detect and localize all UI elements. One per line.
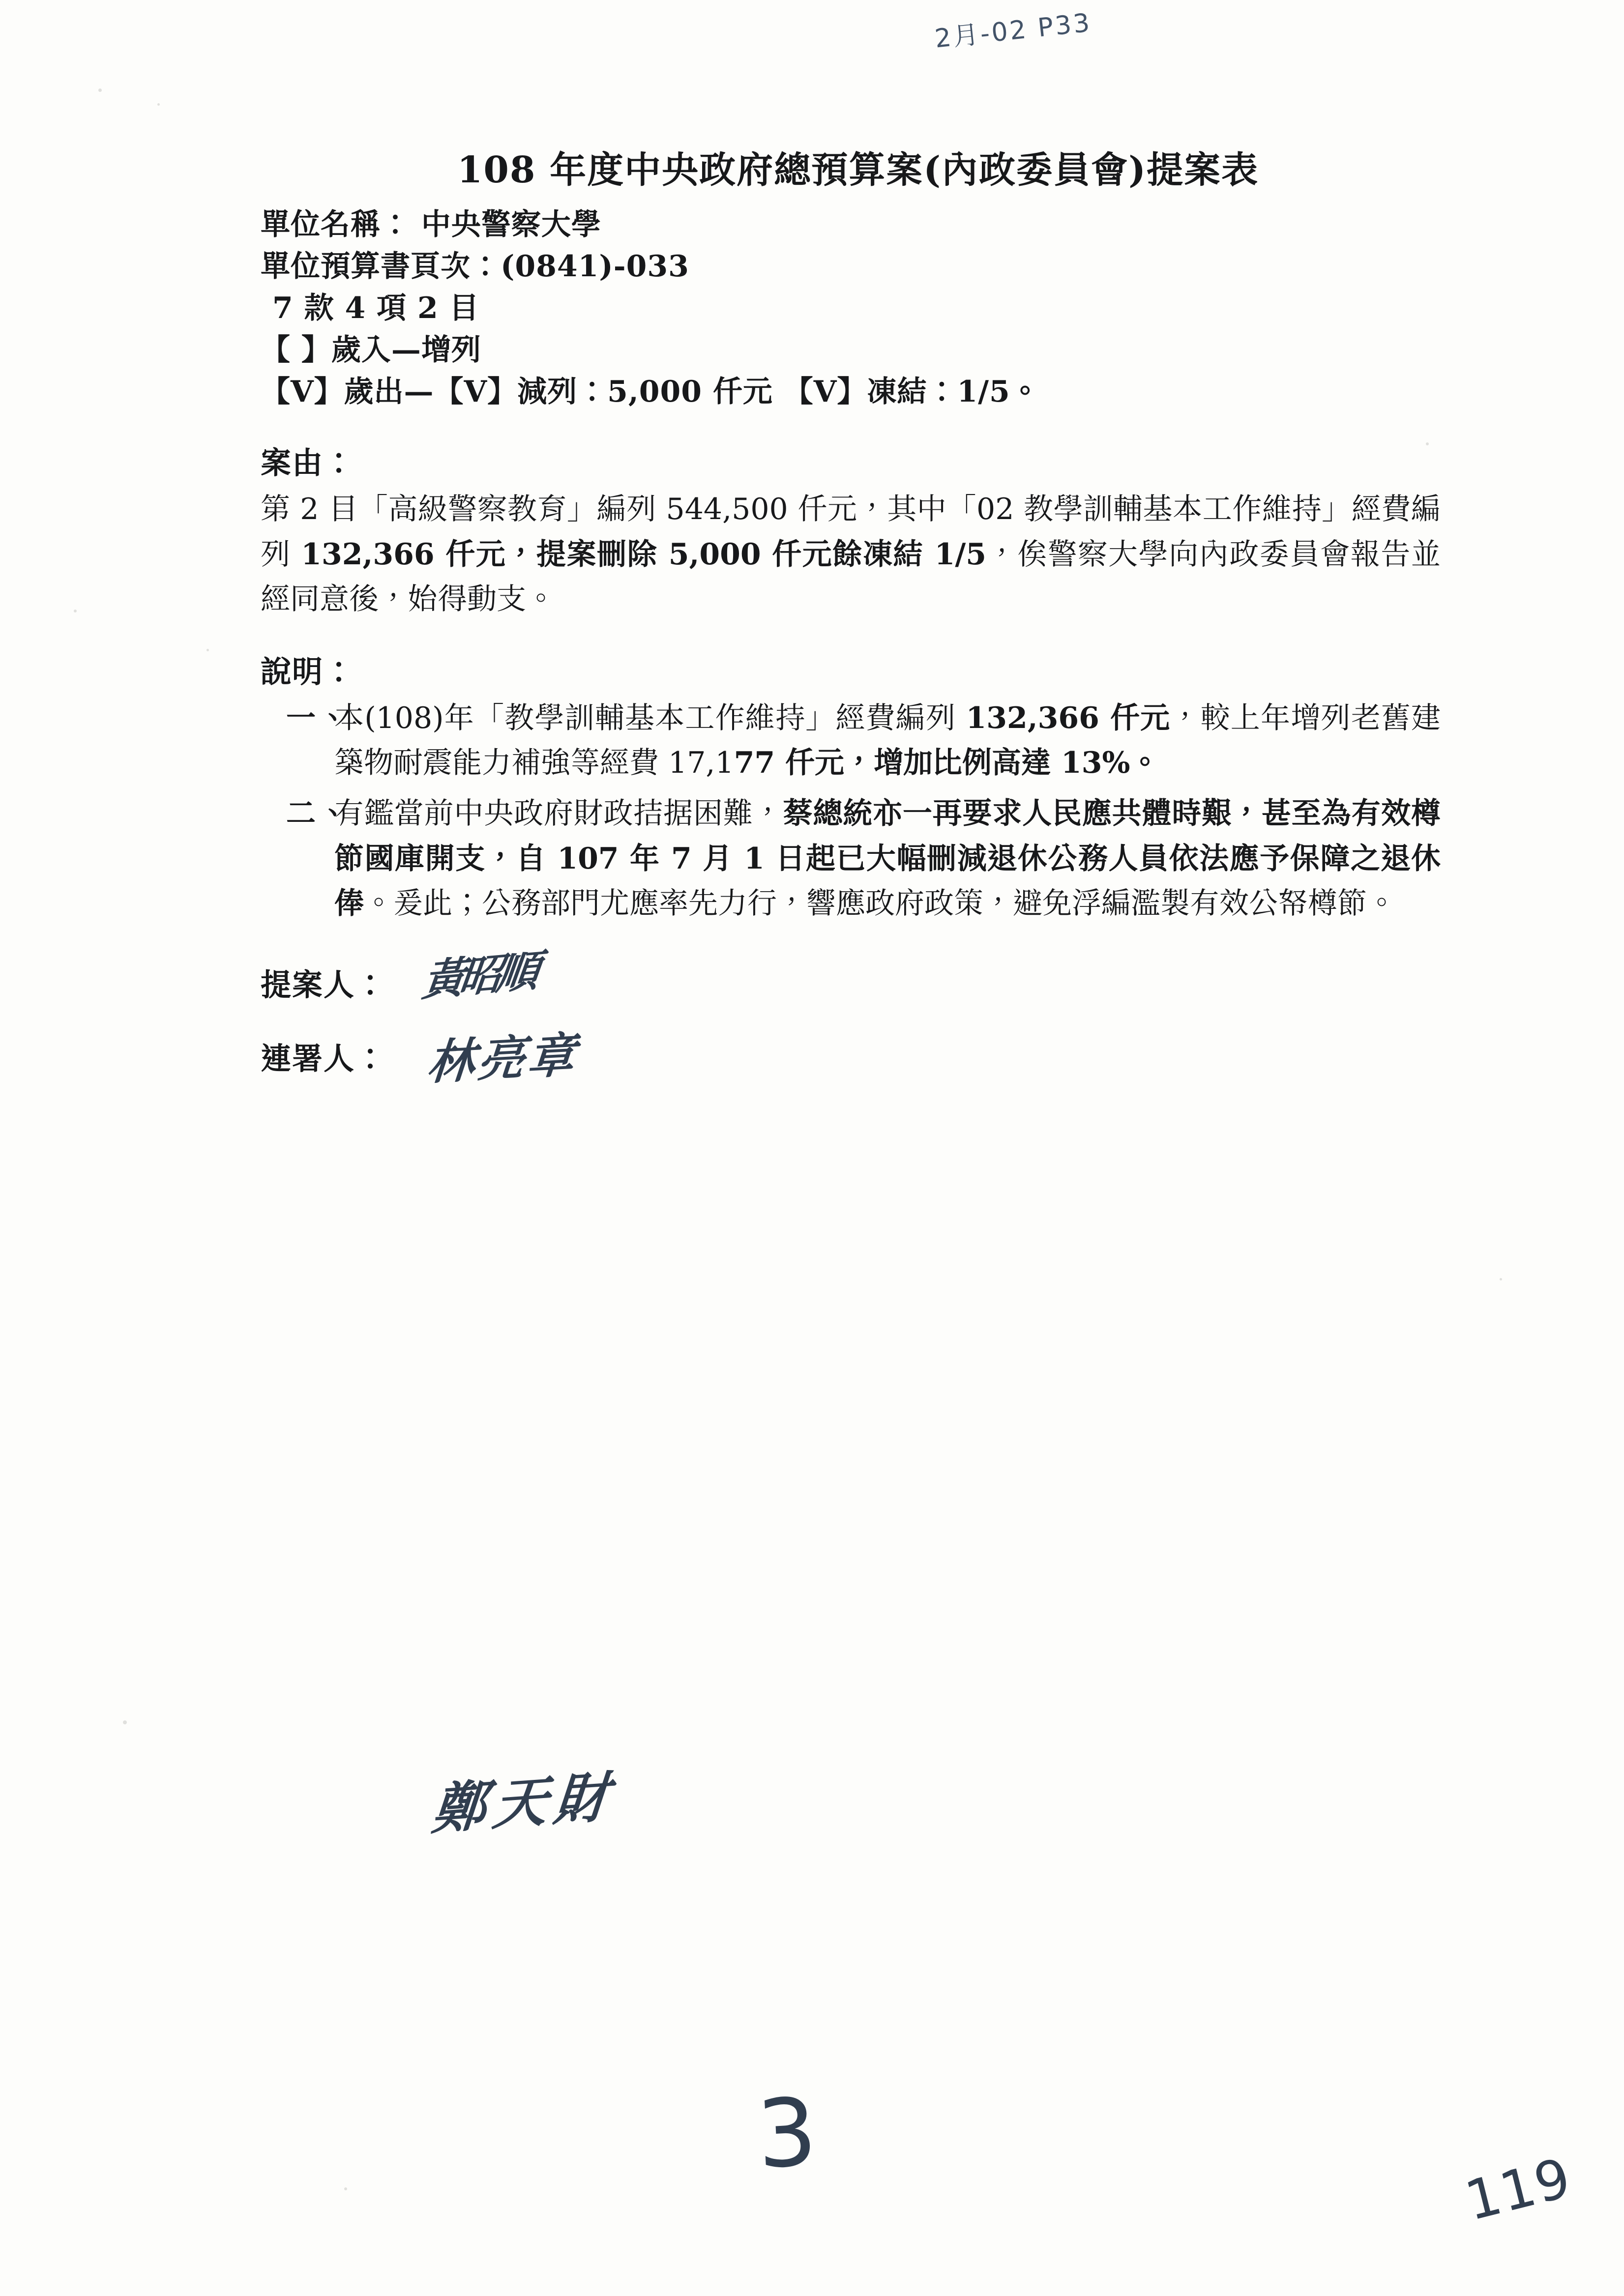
list-marker-1: 一、 — [286, 701, 351, 735]
reason-paragraph — [261, 487, 1441, 622]
cosigner-row — [261, 1027, 1441, 1104]
list-item — [261, 791, 1441, 926]
explanation-heading: 說明： — [261, 654, 355, 690]
cosigner-signature-2: 鄭天財 — [430, 1765, 618, 1841]
explanation-2-text-1: 有鑑當前中央政府財政拮据困難， — [334, 796, 783, 831]
scan-speck — [207, 649, 209, 651]
list-body-2 — [334, 791, 1441, 926]
scan-speck — [98, 88, 102, 92]
scan-speck — [74, 610, 77, 612]
reason-section — [261, 438, 1441, 622]
handwritten-page-number: 3 — [754, 2077, 820, 2190]
proposer-label: 提案人： — [261, 966, 387, 1003]
revenue-checkbox-line: 【 】歲入—增列 — [261, 333, 481, 368]
explanation-2-text-2: 蔡總統亦一再要求人民應共體時艱，甚至為有效樽節國庫開支，自 107 年 7 月 1 日起已大幅刪減退休公務人員依法應予保障之退休俸 — [334, 796, 1441, 921]
explanation-1-text-4: 77 仟元，增加比例高達 13%。 — [734, 746, 1160, 781]
reason-text-3: ，俟警察大學向內政委員會報告並經同意後，始得動支。 — [261, 537, 1441, 616]
list-marker-2: 二、 — [286, 796, 351, 831]
scan-speck — [123, 1720, 127, 1724]
proposer-signature: 黃昭順 — [419, 946, 537, 1006]
reason-heading: 案由： — [261, 445, 355, 481]
list-item — [261, 696, 1441, 785]
expenditure-checkbox-line: 【V】歲出—【V】減列：5,000 仟元 【V】凍結：1/5。 — [261, 375, 1040, 409]
scan-speck — [1500, 1278, 1502, 1280]
scan-speck — [344, 2187, 347, 2190]
reason-text-1: 第 2 目「高級警察教育」編列 544,500 仟元，其中「02 教學訓輔基本工作維持」經費編列 — [261, 492, 1441, 572]
explanation-2-text-3: 。爰此；公務部門尤應率先力行，響應政府政策，避免浮編濫製有效公帑樽節。 — [364, 886, 1396, 921]
scan-speck — [157, 103, 160, 106]
cosigner-label: 連署人： — [261, 1040, 387, 1076]
item-code-line: 7 款 4 項 2 目 — [272, 291, 479, 325]
reason-text-2: 132,366 仟元，提案刪除 5,000 仟元餘凍結 1/5 — [301, 537, 987, 572]
document-body — [261, 147, 1441, 1104]
proposer-row — [261, 946, 1441, 1030]
top-handwritten-note: 2月-02 P33 — [933, 8, 1093, 54]
list-body-1 — [334, 696, 1441, 785]
budget-page-line: 單位預算書頁次：(0841)-033 — [261, 249, 689, 284]
handwritten-folio-number: 119 — [1459, 2146, 1578, 2233]
unit-name-line: 單位名稱： 中央警察大學 — [261, 207, 601, 242]
explanation-1-text-2: 132,366 仟元 — [966, 701, 1171, 735]
explanation-list — [261, 696, 1441, 926]
explanation-section — [261, 647, 1441, 926]
signature-block — [261, 946, 1441, 1104]
cosigner-signature-1: 林亮章 — [425, 1027, 581, 1091]
explanation-1-text-3: ，較上年增列老舊建築物耐震能力補強等經費 17,1 — [334, 701, 1441, 781]
page-title: 108 年度中央政府總預算案(內政委員會)提案表 — [457, 149, 1259, 191]
explanation-1-text-1: 本(108)年「教學訓輔基本工作維持」經費編列 — [334, 701, 966, 735]
